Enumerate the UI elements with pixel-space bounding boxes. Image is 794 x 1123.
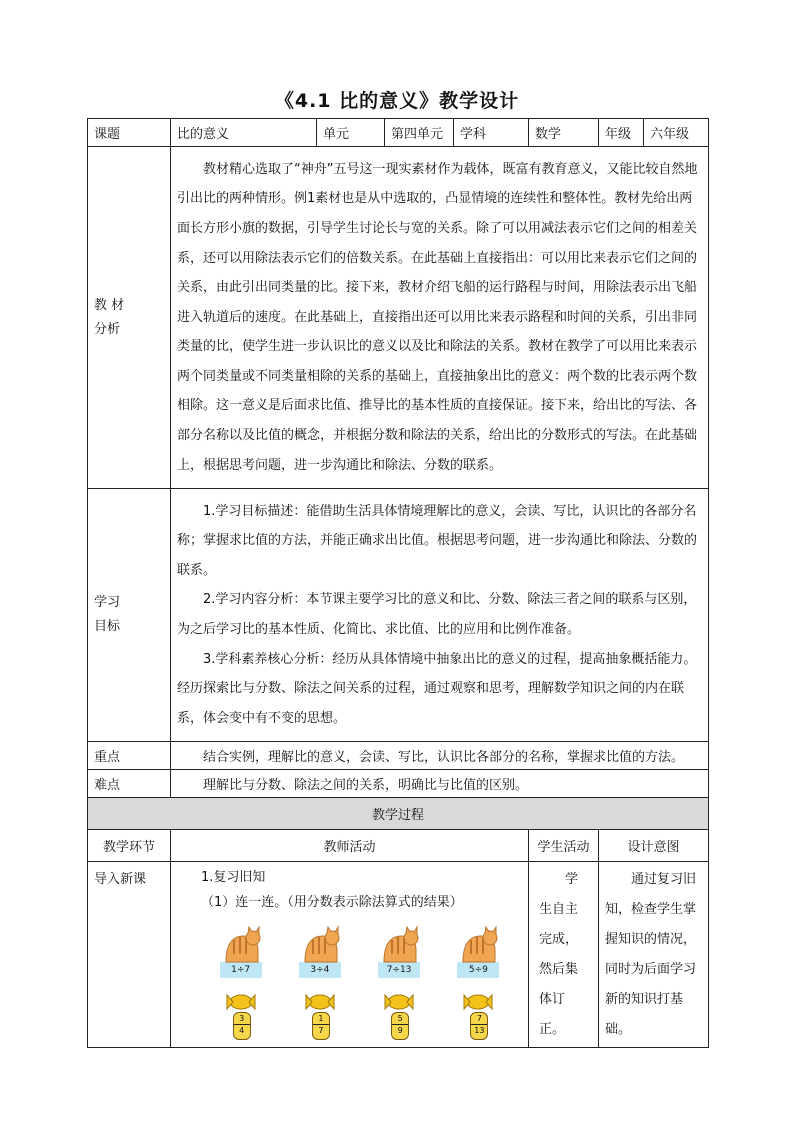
subject-label: 学科 (454, 119, 529, 147)
fraction-denominator: 13 (474, 1026, 485, 1035)
stage-intro: 导入新课 (88, 862, 171, 1048)
division-expression: 1÷7 (220, 962, 262, 978)
col-student-header: 学生活动 (529, 830, 599, 862)
grade-label: 年级 (599, 119, 644, 147)
fraction-denominator: 7 (318, 1026, 324, 1035)
cat-icon (378, 924, 420, 966)
col-teacher-header: 教师活动 (171, 830, 529, 862)
subject-value: 数学 (529, 119, 599, 147)
division-expression: 7÷13 (378, 962, 420, 978)
fraction-badge (470, 1012, 488, 1040)
fraction-numerator: 7 (471, 1013, 487, 1025)
division-expression: 5÷9 (457, 962, 499, 978)
division-expression: 3÷4 (299, 962, 341, 978)
teacher-activity-cell (171, 862, 529, 1048)
cat-row (201, 924, 518, 978)
learning-goals-content (171, 489, 709, 742)
document-title: 《4.1 比的意义》教学设计 (274, 90, 520, 112)
material-label-line1: 教 材 (94, 297, 125, 313)
fish-row (201, 978, 518, 1040)
col-intent-header: 设计意图 (599, 830, 709, 862)
key-point-label: 重点 (88, 742, 171, 770)
cat-icon (457, 924, 499, 966)
fraction-numerator: 3 (234, 1013, 250, 1025)
grade-value: 六年级 (644, 119, 709, 147)
col-stage-header: 教学环节 (88, 830, 171, 862)
fraction-numerator: 1 (313, 1013, 329, 1025)
difficulty-text: 理解比与分数、除法之间的关系，明确比与比值的区别。 (171, 770, 709, 798)
learning-goals-label (88, 489, 171, 742)
material-analysis-text: 教材精心选取了“神舟”五号这一现实素材作为载体，既富有教育意义，又能比较自然地引出比的两种情形。例1素材也是从中选取的，凸显情境的连续性和整体性。教材先给出两面长方形小旗的数据，引导学生讨论长与宽的关系。除了可以用减法表示它们之间的相差关系，还可以用除法表示它们的倍数关系。在此基础上直接指出：可以用比来表示它们之间的关系，由此引出同类量的比。接下来，教材介绍飞船的运行路程与时间，用除法表示出飞船进入轨道后的速度。在此基础上，直接指出还可以用比来表示路程和时间的关系，引出非同类量的比，使学生进一步认识比的意义以及比和除法的关系。教材在教学了可以用比来表示两个同类量或不同类量相除的关系的基础上，直接抽象出比的意义：两个数的比表示两个数相除。这一意义是后面求比值、推导比的基本性质的直接保证。接下来，给出比的写法、各部分名称以及比值的概念，并根据分数和除法的关系，给出比的分数形式的写法。在此基础上，根据思考问题，进一步沟通比和除法、分数的联系。 (171, 147, 709, 489)
cat-card (280, 924, 359, 978)
cat-card (201, 924, 280, 978)
material-label-line2: 分析 (94, 321, 121, 337)
fish-fraction (224, 990, 258, 1040)
fish-card (280, 978, 359, 1040)
cat-icon (220, 924, 262, 966)
fish-card (201, 978, 280, 1040)
goals-label-line1: 学习 (94, 595, 121, 610)
fish-icon (224, 990, 258, 1014)
topic-value: 比的意义 (171, 119, 317, 147)
review-step: 1.复习旧知 (201, 870, 266, 885)
fish-icon (303, 990, 337, 1014)
process-section-title: 教学过程 (88, 798, 709, 830)
student-activity: 学生自主完成，然后集体订正。 (529, 862, 599, 1048)
lesson-plan-table (87, 118, 709, 1048)
fish-icon (382, 990, 416, 1014)
difficulty-label: 难点 (88, 770, 171, 798)
key-point-text: 结合实例，理解比的意义，会读、写比，认识比各部分的名称，掌握求比值的方法。 (171, 742, 709, 770)
cat-card (360, 924, 439, 978)
fish-card (360, 978, 439, 1040)
fraction-badge (312, 1012, 330, 1040)
fraction-badge (391, 1012, 409, 1040)
goal-item-2: 2.学习内容分析：本节课主要学习比的意义和比、分数、除法三者之间的联系与区别，为之后学习比的基本性质、化简比、求比值、比的应用和比例作准备。 (177, 592, 697, 637)
fraction-denominator: 9 (397, 1026, 403, 1035)
topic-label: 课题 (88, 119, 171, 147)
fraction-badge (233, 1012, 251, 1040)
goal-item-1: 1.学习目标描述：能借助生活具体情境理解比的意义，会读、写比，认识比的各部分名称；掌握求比值的方法，并能正确求出比值。根据思考问题，进一步沟通比和除法、分数的联系。 (177, 503, 698, 578)
fish-icon (461, 990, 495, 1014)
fraction-numerator: 5 (392, 1013, 408, 1025)
design-intent: 通过复习旧知，检查学生掌握知识的情况，同时为后面学习新的知识打基础。 (599, 862, 709, 1048)
fish-fraction (461, 990, 495, 1040)
review-subtask: （1）连一连。（用分数表示除法算式的结果） (201, 895, 463, 910)
material-analysis-label (88, 147, 171, 489)
cat-card (439, 924, 518, 978)
goals-label-line2: 目标 (94, 619, 121, 634)
unit-label: 单元 (317, 119, 385, 147)
fish-card (439, 978, 518, 1040)
fish-fraction (382, 990, 416, 1040)
cat-icon (299, 924, 341, 966)
unit-value: 第四单元 (385, 119, 454, 147)
fish-fraction (303, 990, 337, 1040)
fraction-denominator: 4 (239, 1026, 245, 1035)
goal-item-3: 3.学科素养核心分析：经历从具体情境中抽象出比的意义的过程，提高抽象概括能力。经历探索比与分数、除法之间关系的过程，通过观察和思考，理解数学知识之间的内在联系，体会变中有不变的思想。 (177, 651, 697, 726)
